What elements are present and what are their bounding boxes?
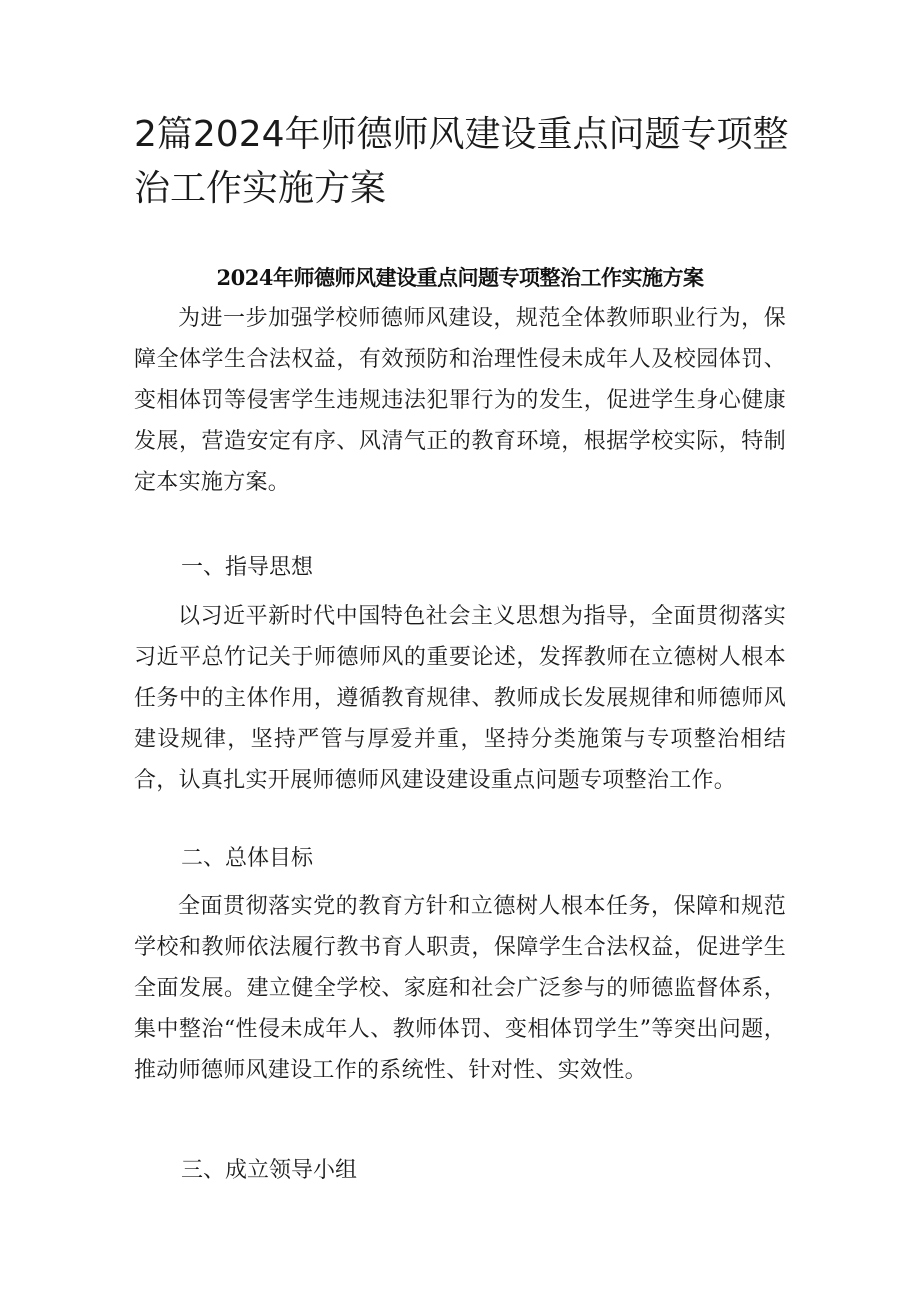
- section-heading-leading-group: 三、成立领导小组: [181, 1158, 358, 1183]
- document-subtitle: 2024年师德师风建设重点问题专项整治工作实施方案: [216, 265, 704, 290]
- document-title: 2篇2024年师德师风建设重点问题专项整治工作实施方案: [134, 114, 789, 209]
- section-body-guiding-ideology: 以习近平新时代中国特色社会主义思想为指导，全面贯彻落实习近平总竹记关于师德师风的重要论述，发挥教师在立德树人根本任务中的主体作用，遵循教育规律、教师成长发展规律和师德师风建设规律，坚持严管与厚爱并重，坚持分类施策与专项整治相结合，认真扎实开展师德师风建设建设重点问题专项整治工作。: [134, 604, 786, 793]
- section-heading-guiding-ideology: 一、指导思想: [181, 555, 314, 580]
- section-heading-overall-goal: 二、总体目标: [181, 846, 314, 871]
- intro-paragraph: 为进一步加强学校师德师风建设，规范全体教师职业行为，保障全体学生合法权益，有效预防和治理性侵未成年人及校园体罚、变相体罚等侵害学生违规违法犯罪行为的发生，促进学生身心健康发展，营造安定有序、风清气正的教育环境，根据学校实际，特制定本实施方案。: [134, 306, 786, 495]
- section-body-overall-goal: 全面贯彻落实党的教育方针和立德树人根本任务，保障和规范学校和教师依法履行教书育人职责，保障学生合法权益，促进学生全面发展。建立健全学校、家庭和社会广泛参与的师德监督体系，集中整治“性侵未成年人、教师体罚、变相体罚学生”等突出问题，推动师德师风建设工作的系统性、针对性、实效性。: [134, 894, 786, 1083]
